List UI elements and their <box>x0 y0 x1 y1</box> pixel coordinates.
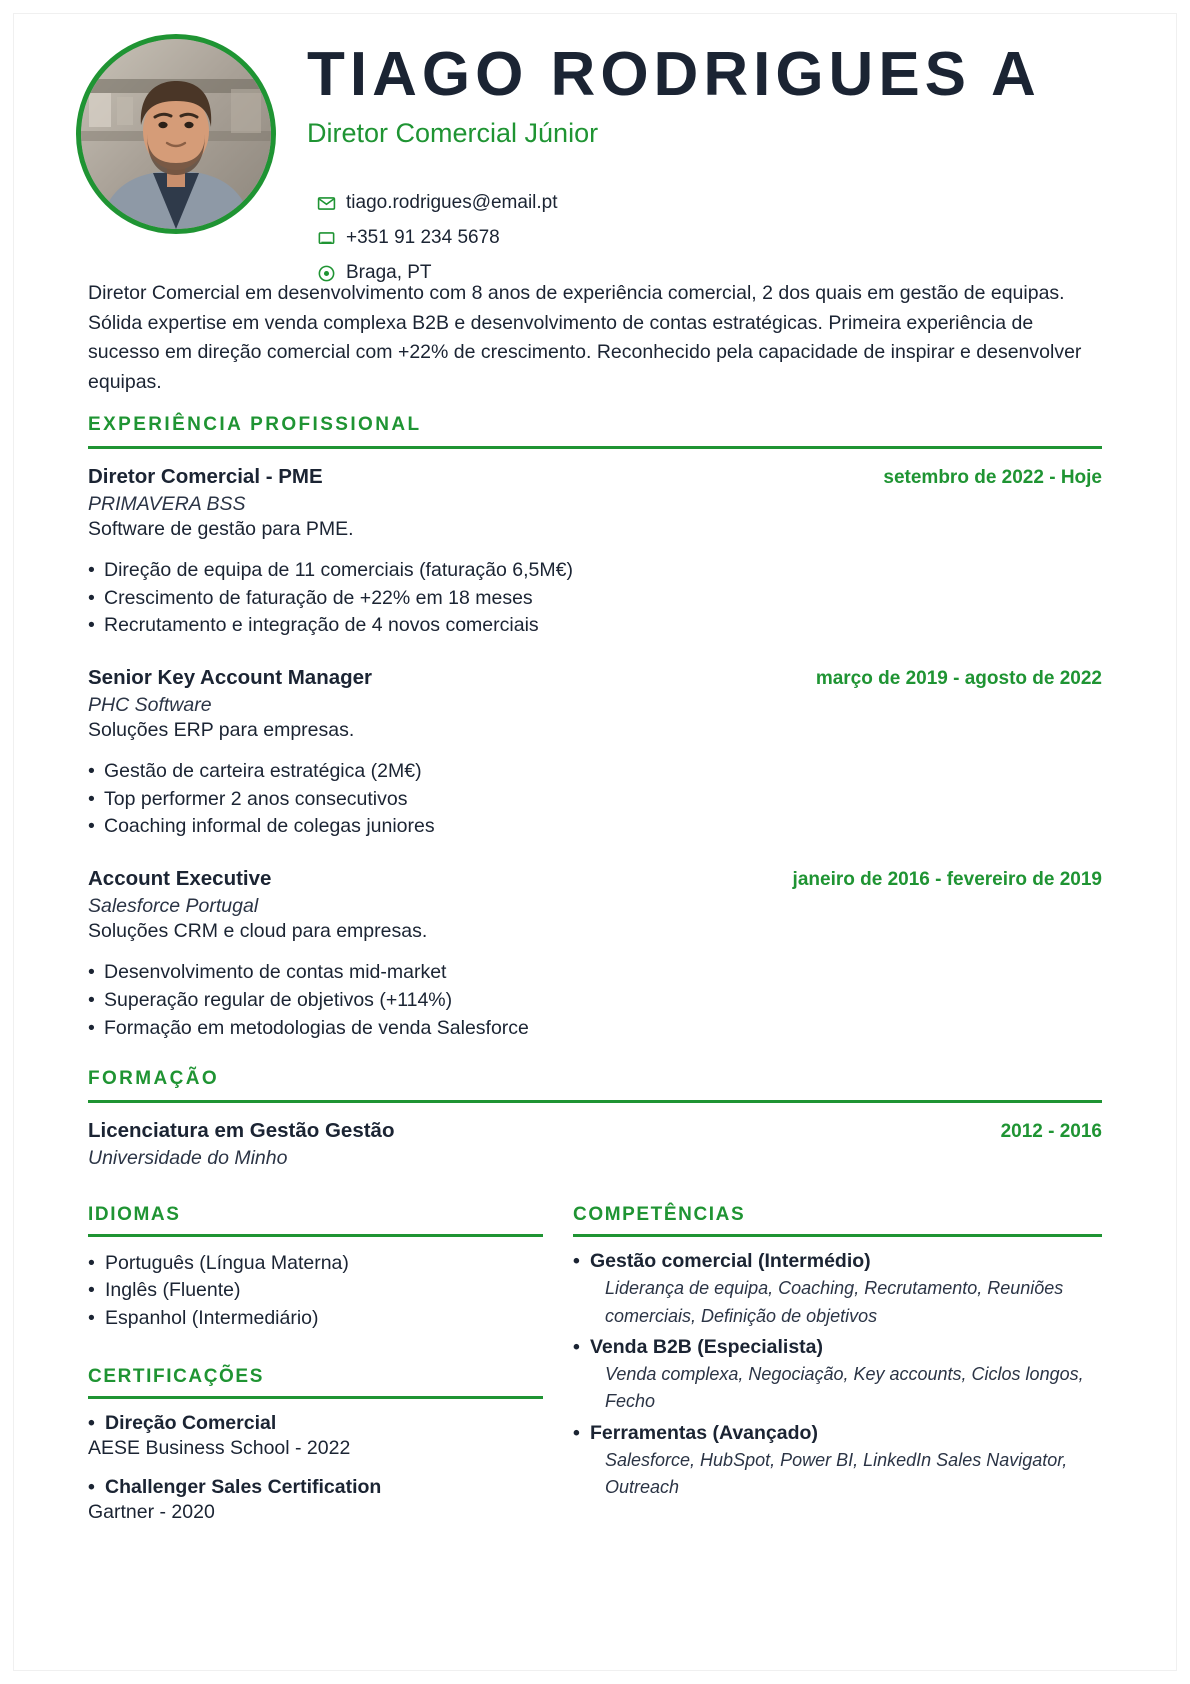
contact-phone[interactable] <box>317 227 558 249</box>
certification-meta: Gartner - 2020 <box>88 1501 215 1524</box>
certification-name: • Challenger Sales Certification <box>88 1476 543 1499</box>
section-skills <box>573 1204 1102 1501</box>
right-column <box>573 1204 1102 1558</box>
certification-item <box>88 1476 543 1524</box>
certification-item <box>88 1412 543 1460</box>
skill-detail: Salesforce, HubSpot, Power BI, LinkedIn Sales Navigator, Outreach <box>605 1449 1068 1497</box>
section-divider <box>88 446 1102 449</box>
experience-company: Salesforce Portugal <box>88 895 259 918</box>
experience-description: Soluções CRM e cloud para empresas. <box>88 920 428 943</box>
experience-company: PRIMAVERA BSS <box>88 493 246 515</box>
skill-item <box>573 1422 1102 1502</box>
list-item: • Gestão de carteira estratégica (2M€) <box>88 758 1102 786</box>
phone-icon <box>317 229 336 248</box>
education-date: 2012 - 2016 <box>1000 1121 1102 1143</box>
section-education <box>14 1068 1176 1170</box>
experience-entry-head <box>88 666 1102 690</box>
list-item: • Coaching informal de colegas juniores <box>88 813 1102 841</box>
list-item: • Formação em metodologias de venda Salesforce <box>88 1015 1102 1043</box>
list-item: • Português (Língua Materna) <box>88 1250 543 1277</box>
section-title-languages: IDIOMAS <box>88 1204 181 1226</box>
section-divider <box>88 1396 543 1399</box>
contact-location-value: Braga, PT <box>346 262 432 283</box>
section-divider <box>88 1234 543 1237</box>
experience-entry-head <box>88 465 1102 489</box>
resume-body <box>14 414 1176 1558</box>
avatar <box>76 34 276 234</box>
list-item: • Desenvolvimento de contas mid-market <box>88 959 1102 987</box>
experience-date: setembro de 2022 - Hoje <box>883 467 1102 488</box>
section-experience <box>14 414 1176 1042</box>
experience-entry-head <box>88 867 1102 891</box>
experience-company: PHC Software <box>88 694 212 717</box>
education-school: Universidade do Minho <box>88 1147 288 1170</box>
skill-detail: Venda complexa, Negociação, Key accounts, Ciclos longos, Fecho <box>605 1363 1084 1412</box>
list-item: • Inglês (Fluente) <box>88 1277 543 1304</box>
section-title-certifications: CERTIFICAÇÕES <box>88 1366 264 1388</box>
envelope-icon <box>317 194 336 213</box>
experience-role: Senior Key Account Manager <box>88 666 373 690</box>
education-entry-head <box>88 1119 1102 1143</box>
certification-meta: AESE Business School - 2022 <box>88 1437 351 1460</box>
section-title-skills: COMPETÊNCIAS <box>573 1204 746 1226</box>
left-column <box>88 1204 543 1558</box>
experience-date: março de 2019 - agosto de 2022 <box>815 668 1102 690</box>
skill-name: • Gestão comercial (Intermédio) <box>573 1250 1102 1273</box>
list-item: • Recrutamento e integração de 4 novos comerciais <box>88 612 1102 640</box>
skill-item <box>573 1250 1102 1330</box>
section-languages <box>88 1204 543 1332</box>
certification-name: • Direção Comercial <box>88 1412 543 1435</box>
avatar-photo <box>81 39 271 229</box>
section-title-experience: EXPERIÊNCIA PROFISSIONAL <box>88 414 422 435</box>
profile-summary: Diretor Comercial em desenvolvimento com 8 anos de experiência comercial, 2 dos quais em gestão de equipas. Sólida expertise em venda complexa B2B e desenvolvimento de contas estratégicas. Primeira experiência de sucesso em direção comercial com +22% de crescimento. Reconhecido pela capacidade de inspirar e desenvolver equipas. <box>88 282 1082 393</box>
resume-header <box>14 14 1176 393</box>
section-divider <box>573 1234 1102 1237</box>
resume-sheet <box>14 14 1176 1670</box>
experience-entry <box>88 867 1102 1042</box>
experience-bullets <box>88 557 1102 640</box>
experience-bullets <box>88 758 1102 841</box>
contact-email-value: tiago.rodrigues@email.pt <box>346 192 558 213</box>
experience-date: janeiro de 2016 - fevereiro de 2019 <box>792 869 1102 891</box>
experience-bullets <box>88 959 1102 1042</box>
list-item: • Direção de equipa de 11 comerciais (faturação 6,5M€) <box>88 557 1102 585</box>
bottom-columns <box>14 1204 1176 1558</box>
languages-list <box>88 1250 543 1332</box>
experience-role: Account Executive <box>88 867 272 891</box>
section-certifications <box>88 1366 543 1524</box>
section-title-education: FORMAÇÃO <box>88 1068 220 1090</box>
experience-description: Soluções ERP para empresas. <box>88 719 355 742</box>
skill-name: • Ferramentas (Avançado) <box>573 1422 1102 1445</box>
contact-phone-value: +351 91 234 5678 <box>346 227 500 248</box>
skill-item <box>573 1336 1102 1416</box>
list-item: • Top performer 2 anos consecutivos <box>88 786 1102 814</box>
education-entry <box>88 1119 1102 1170</box>
experience-entry <box>88 666 1102 841</box>
experience-description: Software de gestão para PME. <box>88 518 354 540</box>
experience-role: Diretor Comercial - PME <box>88 465 323 488</box>
section-divider <box>88 1100 1102 1103</box>
list-item: • Crescimento de faturação de +22% em 18 meses <box>88 585 1102 613</box>
list-item: • Espanhol (Intermediário) <box>88 1305 543 1332</box>
list-item: • Superação regular de objetivos (+114%) <box>88 987 1102 1015</box>
job-title: Diretor Comercial Júnior <box>307 118 599 149</box>
experience-entry <box>88 465 1102 640</box>
education-degree: Licenciatura em Gestão Gestão <box>88 1119 395 1143</box>
portrait-illustration <box>81 39 271 229</box>
identity-block <box>307 42 1176 149</box>
full-name: TIAGO RODRIGUES A <box>307 42 1041 109</box>
contact-email[interactable] <box>317 192 558 214</box>
skill-detail: Liderança de equipa, Coaching, Recrutamento, Reuniões comerciais, Definição de objetivos <box>605 1278 1064 1326</box>
skill-name: • Venda B2B (Especialista) <box>573 1336 1102 1359</box>
